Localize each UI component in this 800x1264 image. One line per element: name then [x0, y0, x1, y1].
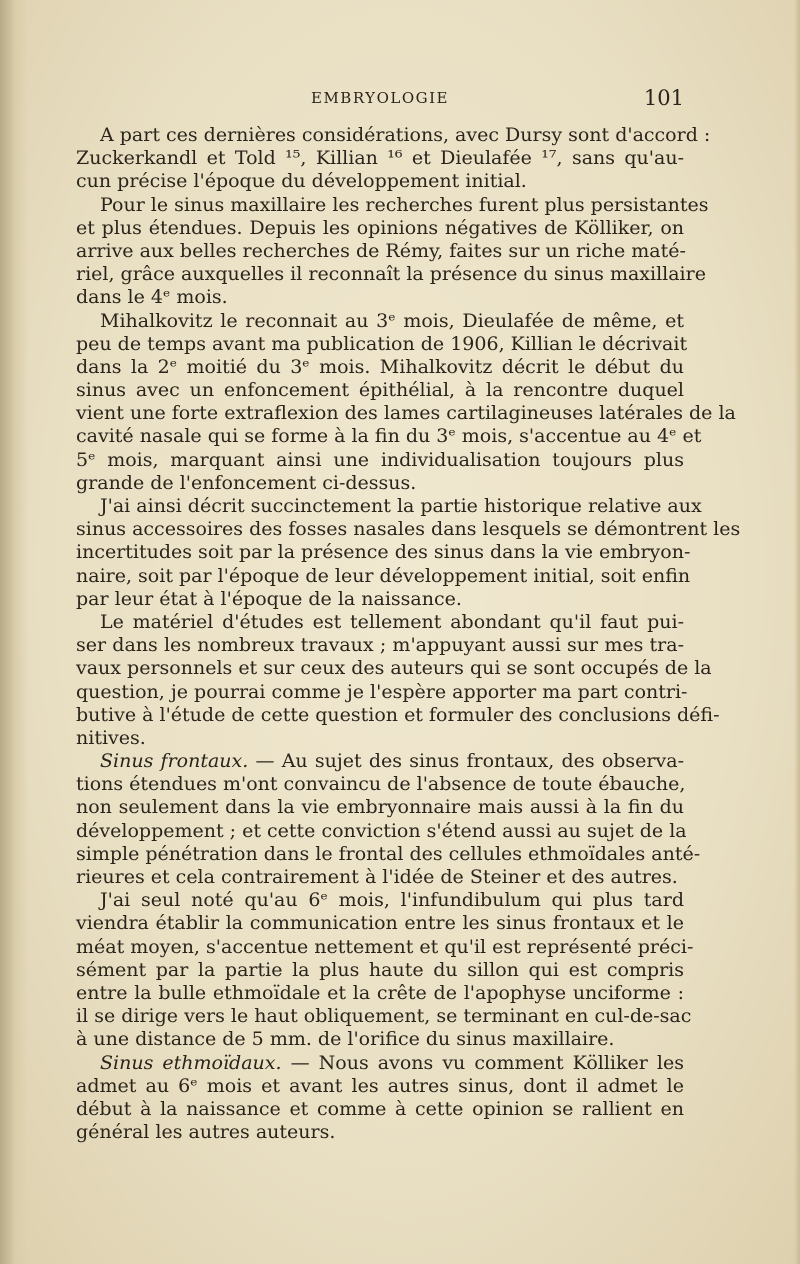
text-line: ser dans les nombreux travaux ; m'appuyant aussi sur mes tra-	[76, 634, 684, 657]
text-line: sinus accessoires des fosses nasales dans lesquels se démontrent les	[76, 518, 741, 541]
page-edge-shadow	[794, 0, 800, 1264]
text-line: entre la bulle ethmoïdale et la crête de l'apophyse unciforme :	[76, 981, 684, 1004]
section-heading: Sinus ethmoïdaux.	[100, 1051, 282, 1074]
text-line: nitives.	[76, 726, 146, 749]
text-line: cun précise l'époque du développement initial.	[76, 170, 527, 193]
section-heading: Sinus frontaux.	[100, 750, 249, 773]
text-line: sinus avec un enfoncement épithélial, à la rencontre duquel	[76, 379, 684, 402]
text-line: question, je pourrai comme je l'espère apporter ma part contri-	[76, 680, 688, 703]
text-line: tions étendues m'ont convaincu de l'absence de toute ébauche,	[76, 773, 686, 796]
text-line: par leur état à l'époque de la naissance.	[76, 587, 462, 610]
text-line: arrive aux belles recherches de Rémy, faites sur un riche maté-	[76, 239, 686, 262]
text-line: naire, soit par l'époque de leur développement initial, soit enfin	[76, 564, 691, 587]
text-line: admet au 6ᵉ mois et avant les autres sinus, dont il admet le	[76, 1074, 684, 1097]
text-line: et plus étendues. Depuis les opinions négatives de Kölliker, on	[76, 216, 684, 239]
text-line: rieures et cela contrairement à l'idée de Steiner et des autres.	[76, 866, 678, 888]
text-line: J'ai ainsi décrit succinctement la partie historique relative aux	[100, 495, 702, 517]
line-text: — Nous avons vu comment Kölliker les	[281, 1051, 684, 1074]
text-line	[76, 1052, 684, 1075]
text-line: A part ces dernières considérations, avec Dursy sont d'accord :	[100, 124, 711, 146]
text-line: cavité nasale qui se forme à la fin du 3ᵉ mois, s'accentue au 4ᵉ et	[76, 425, 702, 448]
text-line: Mihalkovitz le reconnait au 3ᵉ mois, Dieulafée de même, et	[100, 309, 684, 332]
text-line: développement ; et cette conviction s'étend aussi au sujet de la	[76, 819, 687, 842]
text-line: butive à l'étude de cette question et formuler des conclusions défi-	[76, 703, 720, 726]
text-line: Pour le sinus maxillaire les recherches furent plus persistantes	[100, 193, 709, 216]
body-text	[76, 124, 741, 1144]
line-text: — Au sujet des sinus frontaux, des observa-	[248, 750, 684, 773]
text-line	[76, 750, 684, 773]
text-line: dans la 2ᵉ moitié du 3ᵉ mois. Mihalkovitz décrit le début du	[76, 355, 684, 378]
running-title: EMBRYOLOGIE	[311, 89, 449, 107]
text-line: il se dirige vers le haut obliquement, se terminant en cul-de-sac	[76, 1005, 692, 1028]
text-line: dans le 4ᵉ mois.	[76, 286, 228, 309]
page-number: 101	[643, 86, 684, 110]
text-line: viendra établir la communication entre les sinus frontaux et le	[76, 912, 684, 935]
text-line: vient une forte extraflexion des lames cartilagineuses latérales de la	[76, 402, 736, 425]
text-line: Le matériel d'études est tellement abondant qu'il faut pui-	[100, 610, 684, 633]
text-line: non seulement dans la vie embryonnaire mais aussi à la fin du	[76, 796, 684, 819]
text-line: à une distance de 5 mm. de l'orifice du sinus maxillaire.	[76, 1028, 615, 1051]
text-line: vaux personnels et sur ceux des auteurs qui se sont occupés de la	[76, 657, 712, 680]
text-line: incertitudes soit par la présence des sinus dans la vie embryon-	[76, 541, 691, 564]
page-binding-shadow	[0, 0, 28, 1264]
text-line: simple pénétration dans le frontal des cellules ethmoïdales anté-	[76, 842, 701, 865]
text-line: général les autres auteurs.	[76, 1121, 336, 1144]
text-line: riel, grâce auxquelles il reconnaît la présence du sinus maxillaire	[76, 263, 706, 286]
text-line: 5ᵉ mois, marquant ainsi une individualisation toujours plus	[76, 448, 684, 471]
text-line: peu de temps avant ma publication de 1906, Killian le décrivait	[76, 332, 688, 355]
text-line: méat moyen, s'accentue nettement et qu'il est représenté préci-	[76, 935, 694, 958]
text-line: sément par la partie la plus haute du sillon qui est compris	[76, 958, 684, 981]
text-line: grande de l'enfoncement ci-dessus.	[76, 471, 417, 494]
text-line: J'ai seul noté qu'au 6ᵉ mois, l'infundibulum qui plus tard	[100, 889, 684, 912]
text-line: Zuckerkandl et Told ¹⁵, Killian ¹⁶ et Dieulafée ¹⁷, sans qu'au-	[76, 147, 684, 170]
page-header	[76, 86, 684, 114]
text-line: début à la naissance et comme à cette opinion se rallient en	[76, 1097, 684, 1120]
